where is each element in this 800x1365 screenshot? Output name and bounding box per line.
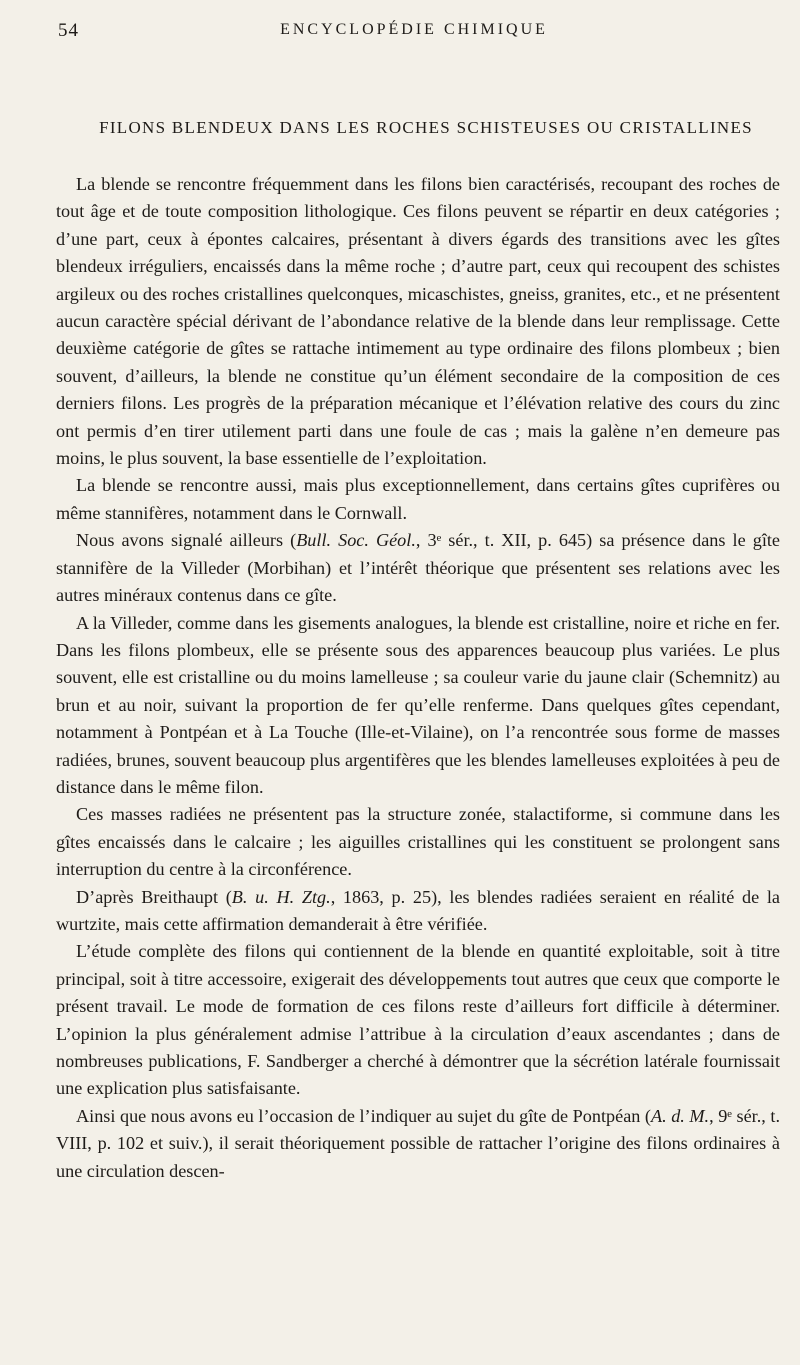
text-run: A la Villeder, comme dans les gisements analogues, la blende est cristalline, noire et riche en fer. Dans les filons plombeux, elle se présente sous des apparences beaucoup plus variées. Le plus souvent, elle est cristalline ou du moins lamelleuse ; sa couleur varie du jaune clair (Schemnitz) au brun et au noir, suivant la proportion de fer qu’elle renferme. Dans quelques gîtes cependant, notamment à Pontpéan et à La Touche (Ille-et-Vilaine), on l’a rencontrée sous forme de masses radiées, brunes, souvent beaucoup plus argentifères que les blendes lamelleuses exploitées à peu de distance dans le même filon. (56, 612, 780, 797)
paragraph-p7 (56, 938, 780, 1102)
paragraph-p2 (56, 472, 780, 527)
paragraph-p1 (56, 171, 780, 472)
paragraph-p8 (56, 1103, 780, 1185)
paragraph-p4 (56, 610, 780, 802)
page-number: 54 (58, 20, 79, 41)
text-run: D’après Breithaupt ( (76, 886, 232, 907)
section-title: FILONS BLENDEUX DANS LES ROCHES SCHISTEUSES OU CRISTALLINES (99, 118, 753, 137)
citation-italic: Bull. Soc. Géol. (296, 530, 416, 551)
text-run: , 3ᵉ sér., t. XII, p. 645) sa présence dans le gîte stannifère de la Villeder (Morbihan) et l’intérêt théorique que présentent ses relations avec les autres minéraux contenus dans ce gîte. (56, 530, 780, 606)
citation-italic: A. d. M. (650, 1105, 710, 1126)
citation-italic: B. u. H. Ztg. (231, 886, 331, 907)
text-run: Ces masses radiées ne présentent pas la structure zonée, stalactiforme, si commune dans les gîtes encaissés dans le calcaire ; les aiguilles cristallines qui les constituent se prolongent sans interruption du centre à la circonférence. (56, 804, 780, 880)
text-run: L’étude complète des filons qui contiennent de la blende en quantité exploitable, soit à titre principal, soit à titre accessoire, exigerait des développements tout autres que ceux que comporte le présent travail. Le mode de formation de ces filons reste d’ailleurs fort difficile à déterminer. L’opinion la plus généralement admise l’attribue à la circulation d’eaux ascendantes ; dans de nombreuses publications, F. Sandberger a cherché à démontrer que la sécrétion latérale fournissait une explication plus satisfaisante. (56, 941, 780, 1099)
text-run: , 9ᵉ sér., t. VIII, p. 102 et suiv.), il serait théoriquement possible de rattacher l’origine des filons ordinaires à une circulation descen- (56, 1105, 780, 1181)
body-text (56, 171, 780, 1185)
text-run: , 1863, p. 25), les blendes radiées seraient en réalité de la wurtzite, mais cette affirmation demanderait à être vérifiée. (56, 886, 780, 934)
paragraph-p5 (56, 801, 780, 883)
running-title: ENCYCLOPÉDIE CHIMIQUE (280, 21, 548, 38)
text-run: La blende se rencontre fréquemment dans les filons bien caractérisés, recoupant des roches de tout âge et de toute composition lithologique. Ces filons peuvent se répartir en deux catégories ; d’une part, ceux à épontes calcaires, présentant à divers égards des transitions avec les gîtes blendeux irréguliers, encaissés dans la même roche ; d’autre part, ceux qui recoupent des schistes argileux ou des roches cristallines quelconques, micaschistes, gneiss, granites, etc., et ne présentent aucun caractère spécial dérivant de l’abondance relative de la blende dans leur remplissage. Cette deuxième catégorie de gîtes se rattache intimement au type ordinaire des filons plombeux ; bien souvent, d’ailleurs, la blende ne constitue qu’un élément secondaire de la composition de ces derniers filons. Les progrès de la préparation mécanique et l’élévation relative des cours du zinc ont permis d’en tirer utilement parti dans une foule de cas ; mais la galène n’en demeure pas moins, le plus souvent, la base essentielle de l’exploitation. (56, 174, 780, 469)
text-run: Nous avons signalé ailleurs ( (76, 530, 297, 551)
paragraph-p3 (56, 527, 780, 609)
running-header (58, 20, 770, 42)
text-run: Ainsi que nous avons eu l’occasion de l’indiquer au sujet du gîte de Pontpéan ( (76, 1105, 651, 1126)
paragraph-p6 (56, 884, 780, 939)
text-run: La blende se rencontre aussi, mais plus exceptionnellement, dans certains gîtes cuprifères ou même stannifères, notamment dans le Cornwall. (56, 475, 780, 523)
